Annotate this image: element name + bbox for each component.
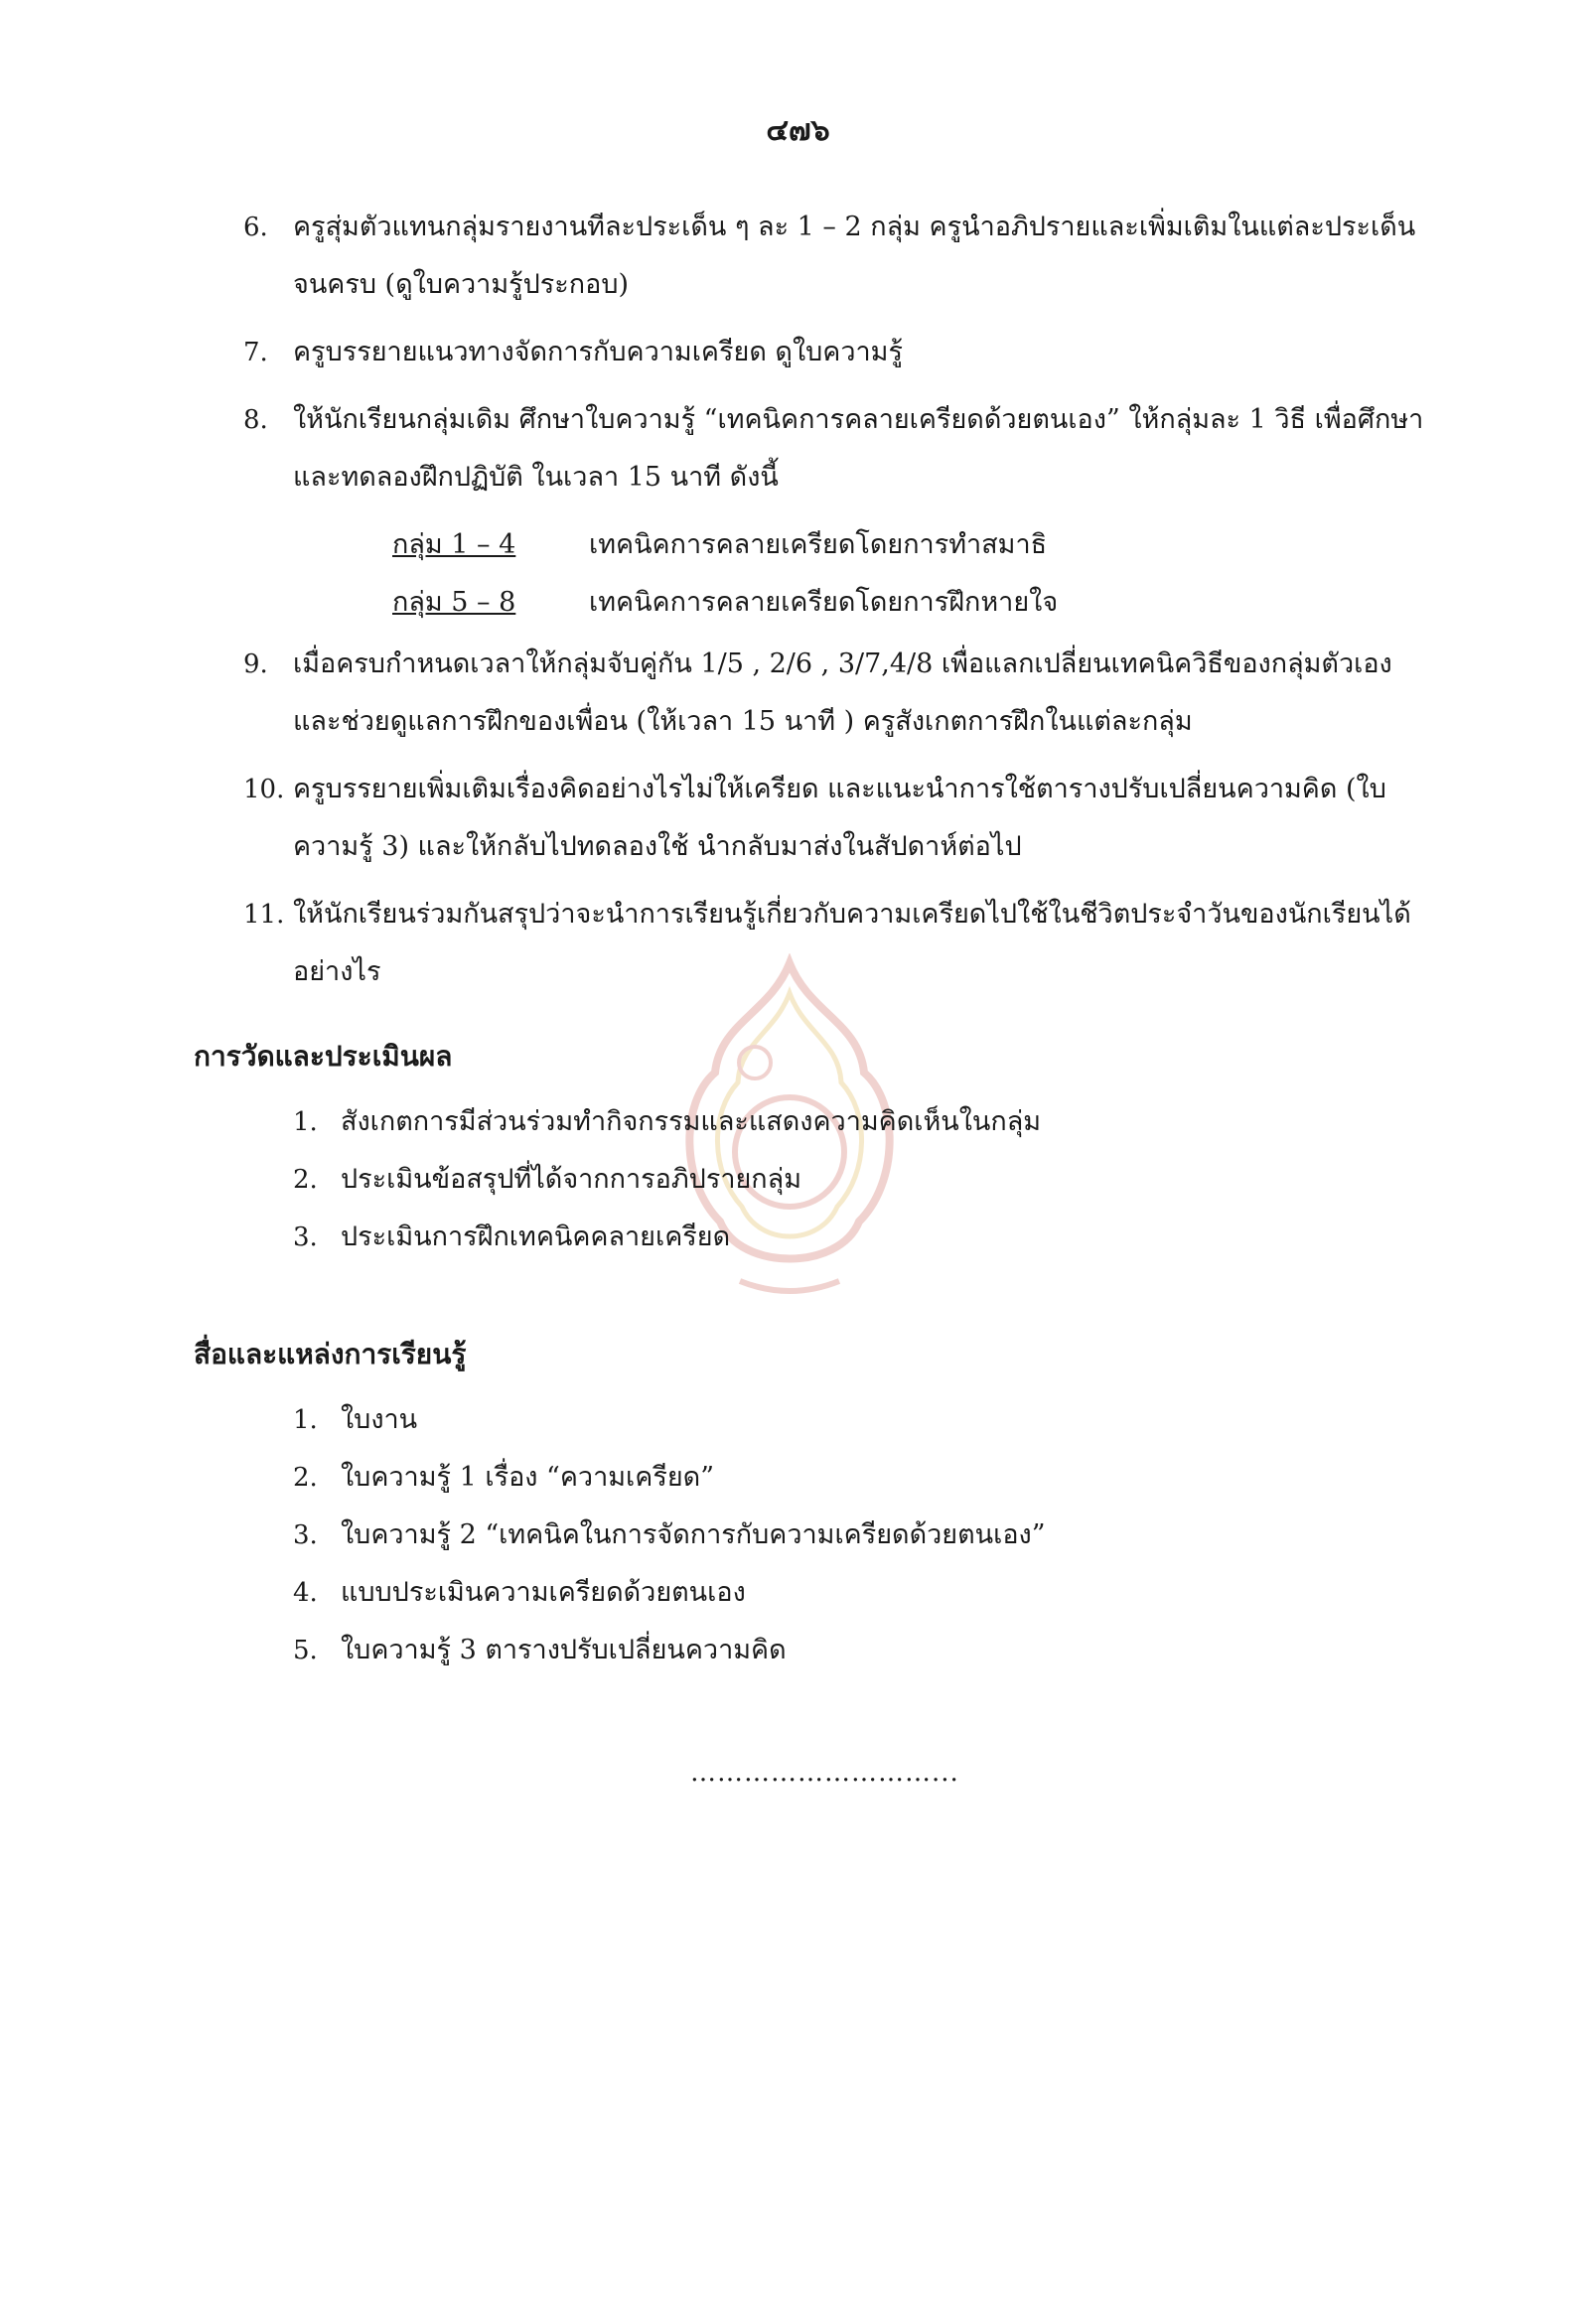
list-number: 4. [293,1578,318,1608]
step-text: ครูบรรยายแนวทางจัดการกับความเครียด ดูใบความรู้ [293,337,903,367]
step-item [243,324,1425,381]
step-number: 9. [243,649,268,679]
step-number: 10. [243,775,285,804]
section-title: สื่อและแหล่งการเรียนรู้ [194,1338,467,1370]
list-text: ใบงาน [341,1404,418,1435]
step-item [243,761,1425,876]
step-item [243,199,1425,314]
end-of-page-dots: ………………………... [690,1758,959,1788]
list-number: 3. [293,1520,318,1550]
list-text: ใบความรู้ 3 ตารางปรับเปลี่ยนความคิด [341,1635,787,1665]
section-title: การวัดและประเมินผล [194,1040,453,1073]
activity-steps [243,199,1425,1011]
list-number: 5. [293,1636,318,1665]
media-section [194,1326,1435,1679]
step-text: ให้นักเรียนกลุ่มเดิม ศึกษาใบความรู้ “เทคนิคการคลายเครียดด้วยตนเอง” ให้กลุ่มละ 1 วิธี เพื่อศึกษาและทดลองฝึกปฏิบัติ ในเวลา 15 นาที ดังนี้ [293,404,1424,493]
list-text: ประเมินข้อสรุปที่ได้จากการอภิปรายกลุ่ม [341,1164,801,1195]
list-number: 1. [293,1405,318,1435]
step-number: 6. [243,213,268,242]
evaluation-section [194,1028,1435,1266]
group-technique: เทคนิคการคลายเครียดโดยการฝึกหายใจ [589,587,1059,618]
list-item [293,1507,1435,1564]
group-assignments [392,516,1425,632]
group-label: กลุ่ม 1 – 4 [392,529,516,560]
list-item [293,1151,1435,1209]
group-technique: เทคนิคการคลายเครียดโดยการทำสมาธิ [589,529,1048,560]
step-number: 11. [243,900,285,930]
group-row [392,574,1425,632]
step-item [243,391,1425,506]
step-text: ครูสุ่มตัวแทนกลุ่มรายงานทีละประเด็น ๆ ละ 1 – 2 กลุ่ม ครูนำอภิปรายและเพิ่มเติมในแต่ละประเด็นจนครบ (ดูใบความรู้ประกอบ) [293,212,1416,300]
list-text: ใบความรู้ 1 เรื่อง “ความเครียด” [341,1462,714,1493]
list-item [293,1209,1435,1266]
step-item [243,886,1425,1001]
step-item [243,636,1425,751]
list-number: 2. [293,1463,318,1493]
list-item [293,1449,1435,1507]
list-text: แบบประเมินความเครียดด้วยตนเอง [341,1577,746,1608]
list-text: ใบความรู้ 2 “เทคนิคในการจัดการกับความเครียดด้วยตนเอง” [341,1519,1046,1550]
list-item [293,1093,1435,1151]
page-number: ๔๗๖ [766,113,830,148]
step-text: ครูบรรยายเพิ่มเติมเรื่องคิดอย่างไรไม่ให้เครียด และแนะนำการใช้ตารางปรับเปลี่ยนความคิด (ใบความรู้ 3) และให้กลับไปทดลองใช้ นำกลับมาส่งในสัปดาห์ต่อไป [293,774,1386,862]
list-item [293,1622,1435,1679]
list-text: ประเมินการฝึกเทคนิคคลายเครียด [341,1222,731,1252]
step-number: 7. [243,338,268,367]
step-text: ให้นักเรียนร่วมกันสรุปว่าจะนำการเรียนรู้เกี่ยวกับความเครียดไปใช้ในชีวิตประจำวันของนักเรียนได้อย่างไร [293,899,1411,987]
list-item [293,1564,1435,1622]
group-label: กลุ่ม 5 – 8 [392,587,516,618]
list-number: 3. [293,1223,318,1252]
group-row [392,516,1425,574]
step-number: 8. [243,405,268,435]
list-text: สังเกตการมีส่วนร่วมทำกิจกรรมและแสดงความคิดเห็นในกลุ่ม [341,1106,1042,1137]
list-number: 1. [293,1107,318,1137]
list-number: 2. [293,1165,318,1195]
step-text: เมื่อครบกำหนดเวลาให้กลุ่มจับคู่กัน 1/5 , 2/6 , 3/7,4/8 เพื่อแลกเปลี่ยนเทคนิควิธีของกลุ่มตัวเอง และช่วยดูแลการฝึกของเพื่อน (ให้เวลา 15 นาที ) ครูสังเกตการฝึกในแต่ละกลุ่ม [293,648,1392,737]
list-item [293,1391,1435,1449]
